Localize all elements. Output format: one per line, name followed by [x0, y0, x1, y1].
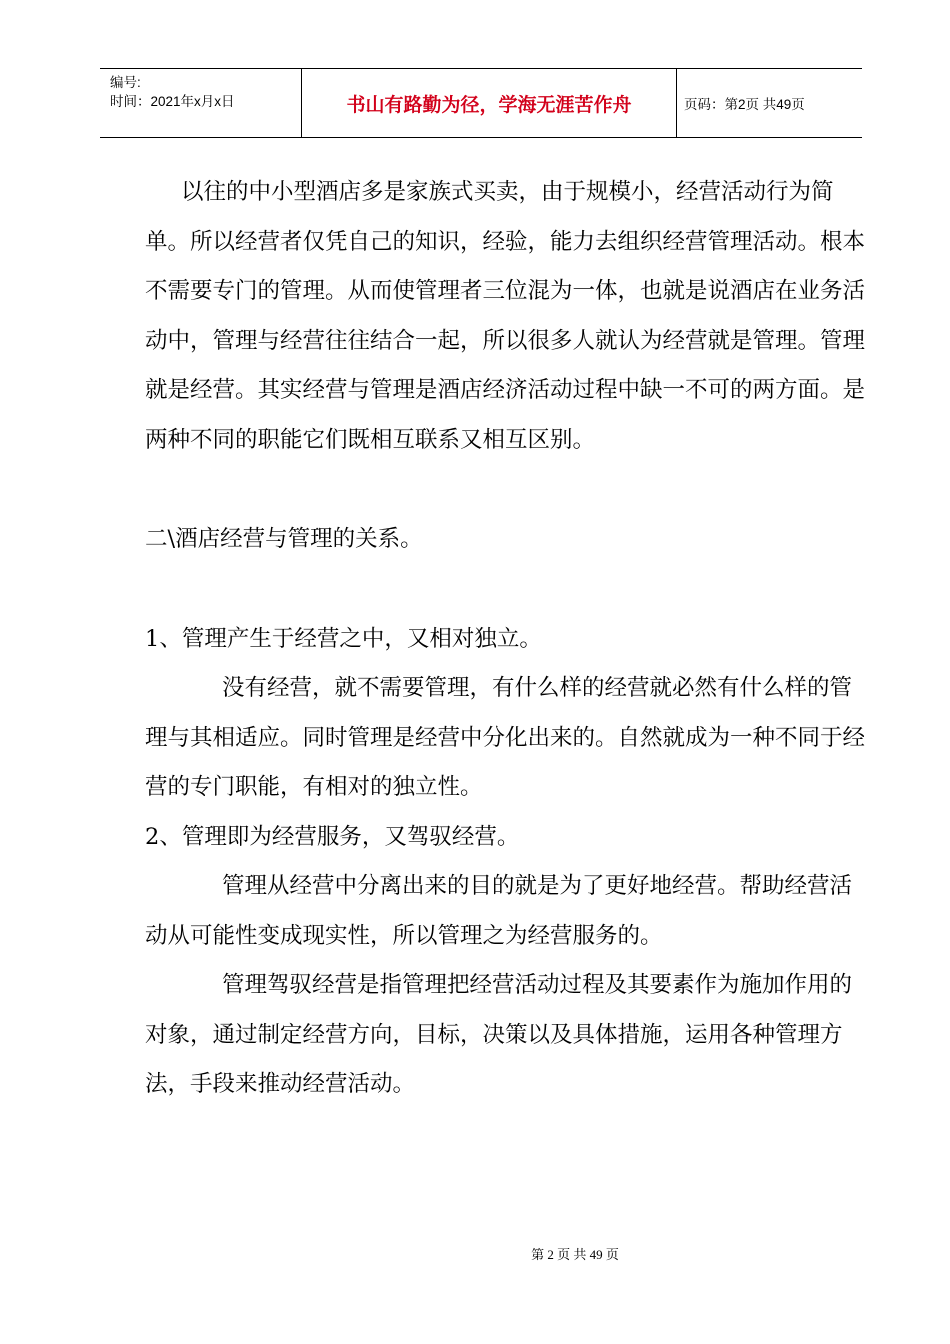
item-paragraph-2a: 管理从经营中分离出来的目的就是为了更好地经营。帮助经营活动从可能性变成现实性，所以管理之为经营服务的。	[145, 873, 853, 949]
header-divider	[676, 69, 677, 137]
item-paragraph-2b: 管理驾驭经营是指管理把经营活动过程及其要素作为施加作用的对象，通过制定经营方向，目标，决策以及具体措施，运用各种管理方法，手段来推动经营活动。	[145, 972, 853, 1097]
document-body	[145, 168, 865, 1110]
paragraph-intro: 以往的中小型酒店多是家族式买卖，由于规模小，经营活动行为简单。所以经营者仅凭自己的知识，经验，能力去组织经营管理活动。根本不需要专门的管理。从而使管理者三位混为一体，也就是说酒店在业务活动中，管理与经营往往结合一起，所以很多人就认为经营就是管理。管理就是经营。其实经营与管理是酒店经济活动过程中缺一不可的两方面。是两种不同的职能它们既相互联系又相互区别。	[145, 179, 866, 453]
serial-label: 编号:	[110, 75, 141, 90]
header-motto: 书山有路勤为径，学海无涯苦作舟	[346, 93, 632, 116]
section-heading: 二\酒店经营与管理的关系。	[145, 526, 423, 552]
item-title-2: 2、管理即为经营服务，又驾驭经营。	[145, 823, 520, 850]
item-paragraph-1: 没有经营，就不需要管理，有什么样的经营就必然有什么样的管理与其相适应。同时管理是经营中分化出来的。自然就成为一种不同于经营的专门职能，有相对的独立性。	[145, 675, 866, 800]
item-title-1: 1、管理产生于经营之中，又相对独立。	[145, 625, 542, 652]
page-footer	[0, 1244, 950, 1263]
page-header	[100, 68, 862, 138]
page-info: 页码：第2页 共49页	[684, 97, 805, 112]
time-label: 时间：2021年x月x日	[110, 94, 235, 109]
footer-page-number: 第 2 页 共 49 页	[531, 1247, 619, 1262]
header-meta	[110, 73, 235, 111]
